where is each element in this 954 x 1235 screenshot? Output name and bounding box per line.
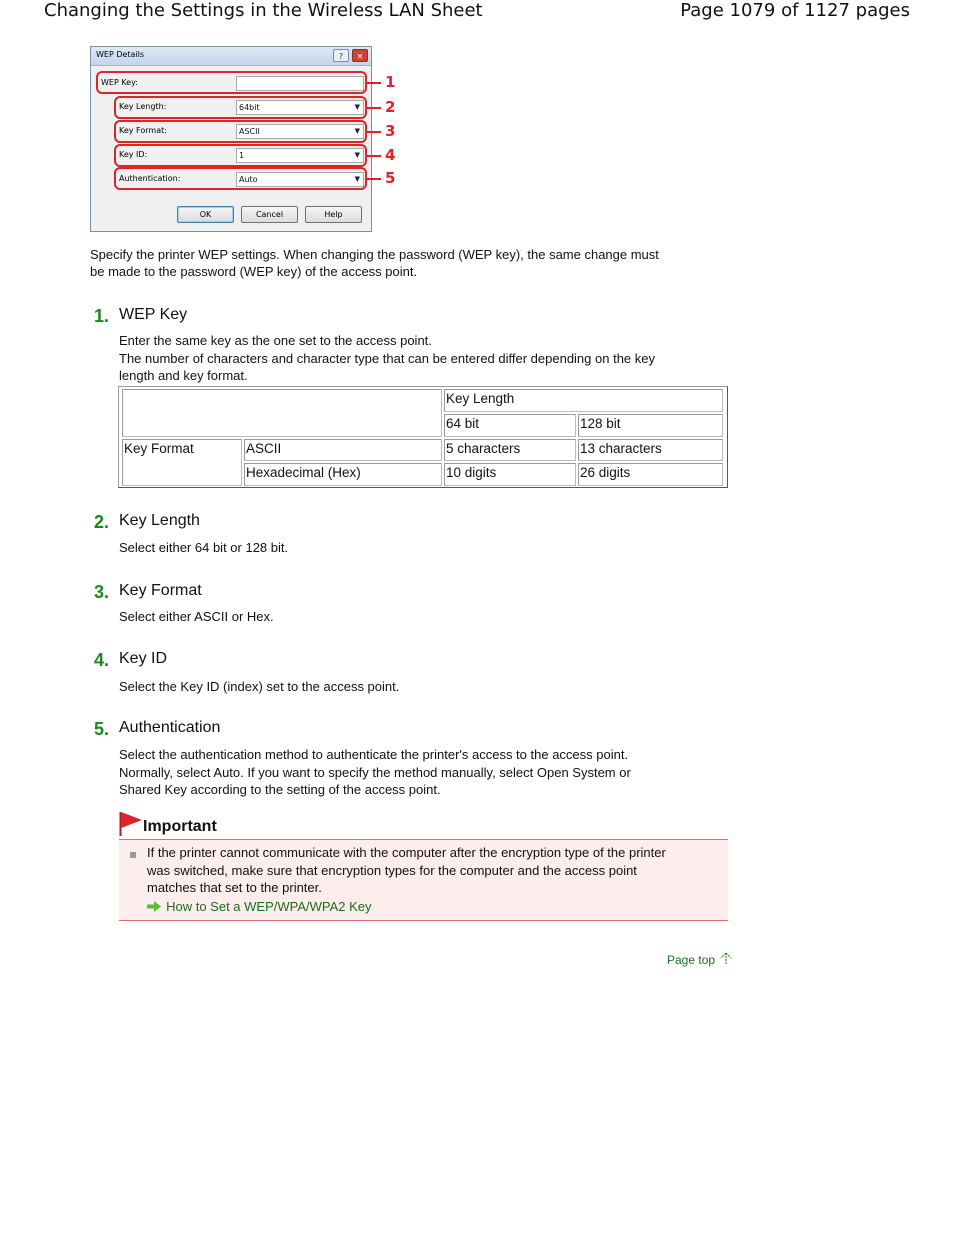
dialog-title: WEP Details <box>96 50 145 59</box>
callout-number-1: 1 <box>385 73 396 91</box>
cancel-button[interactable]: Cancel <box>241 206 298 223</box>
important-box <box>119 839 728 921</box>
key-length-value: 64bit <box>239 103 260 112</box>
wep-key-link-text[interactable]: How to Set a WEP/WPA/WPA2 Key <box>166 899 372 914</box>
important-line-3: matches that set to the printer. <box>147 880 322 895</box>
table-key-format-label: Key Format <box>122 439 242 486</box>
important-line-1: If the printer cannot communicate with the computer after the encryption type of the printer <box>147 845 666 860</box>
callout-number-5: 5 <box>385 169 396 187</box>
authentication-value: Auto <box>239 175 258 184</box>
callout-frame-1 <box>96 71 367 94</box>
callout-frame-3 <box>114 120 367 143</box>
key-length-table <box>118 386 728 488</box>
section-3-line-1: Select either ASCII or Hex. <box>119 609 274 624</box>
flag-icon <box>119 811 143 837</box>
chevron-down-icon: ▼ <box>354 127 360 135</box>
key-format-value: ASCII <box>239 127 260 136</box>
table-cell-hex: Hexadecimal (Hex) <box>244 463 442 486</box>
section-number-3: 3. <box>94 582 110 602</box>
section-1-line-2: The number of characters and character type that can be entered differ depending on the key <box>119 351 655 366</box>
page-top-link[interactable] <box>667 949 732 968</box>
section-1-line-3: length and key format. <box>119 368 248 383</box>
table-cell-hex-64: 10 digits <box>444 463 576 486</box>
help-title-button[interactable]: ? <box>333 49 349 62</box>
key-id-label: Key ID: <box>119 150 148 159</box>
document-title: Changing the Settings in the Wireless LAN Sheet <box>44 0 483 21</box>
arrow-up-icon <box>720 952 732 966</box>
callout-line-2 <box>367 107 381 109</box>
table-empty-corner <box>122 389 442 437</box>
ok-button[interactable]: OK <box>177 206 234 223</box>
intro-line-2: be made to the password (WEP key) of the access point. <box>90 264 418 279</box>
intro-line-1: Specify the printer WEP settings. When changing the password (WEP key), the same change must <box>90 247 659 262</box>
bullet-icon <box>130 852 136 858</box>
page-counter: Page 1079 of 1127 pages <box>680 0 910 21</box>
section-number-5: 5. <box>94 719 110 739</box>
close-title-button[interactable]: ✕ <box>352 49 368 62</box>
section-number-1: 1. <box>94 306 110 326</box>
wep-key-label: WEP Key: <box>101 78 138 87</box>
callout-line-5 <box>367 178 381 180</box>
chevron-down-icon: ▼ <box>354 151 360 159</box>
callout-number-4: 4 <box>385 146 396 164</box>
section-number-4: 4. <box>94 650 110 670</box>
important-line-2: was switched, make sure that encryption types for the computer and the access point <box>147 863 637 878</box>
key-format-label: Key Format: <box>119 126 167 135</box>
table-header-key-length: Key Length <box>444 389 723 412</box>
callout-frame-4 <box>114 144 367 167</box>
section-heading-key-id: Key ID <box>119 650 168 667</box>
section-heading-authentication: Authentication <box>119 719 221 736</box>
section-number-2: 2. <box>94 512 110 532</box>
table-cell-ascii-64: 5 characters <box>444 439 576 461</box>
section-2-line-1: Select either 64 bit or 128 bit. <box>119 540 289 555</box>
table-cell-ascii: ASCII <box>244 439 442 461</box>
dialog-title-bar <box>91 47 371 66</box>
section-4-line-1: Select the Key ID (index) set to the access point. <box>119 679 400 694</box>
callout-line-4 <box>367 155 381 157</box>
table-header-64bit: 64 bit <box>444 414 576 437</box>
table-cell-ascii-128: 13 characters <box>578 439 723 461</box>
callout-number-3: 3 <box>385 122 396 140</box>
callout-frame-5 <box>114 167 367 190</box>
key-length-label: Key Length: <box>119 102 167 111</box>
section-heading-key-format: Key Format <box>119 582 202 599</box>
chevron-down-icon: ▼ <box>354 175 360 183</box>
chevron-down-icon: ▼ <box>354 103 360 111</box>
section-1-line-1: Enter the same key as the one set to the access point. <box>119 333 432 348</box>
section-5-line-2: Normally, select Auto. If you want to specify the method manually, select Open System or <box>119 765 631 780</box>
important-title: Important <box>143 818 217 835</box>
arrow-right-icon <box>147 901 161 912</box>
callout-line-1 <box>367 82 381 84</box>
callout-frame-2 <box>114 96 367 119</box>
section-heading-wep-key: WEP Key <box>119 306 188 323</box>
key-id-value: 1 <box>239 151 245 160</box>
page-top-text[interactable]: Page top <box>667 953 716 967</box>
section-5-line-3: Shared Key according to the setting of the access point. <box>119 782 441 797</box>
callout-line-3 <box>367 131 381 133</box>
table-cell-hex-128: 26 digits <box>578 463 723 486</box>
authentication-label: Authentication: <box>119 174 181 183</box>
section-5-line-1: Select the authentication method to authenticate the printer's access to the access point. <box>119 747 629 762</box>
help-button[interactable]: Help <box>305 206 362 223</box>
section-heading-key-length: Key Length <box>119 512 200 529</box>
callout-number-2: 2 <box>385 98 396 116</box>
table-header-128bit: 128 bit <box>578 414 723 437</box>
wep-key-link[interactable] <box>147 896 372 914</box>
